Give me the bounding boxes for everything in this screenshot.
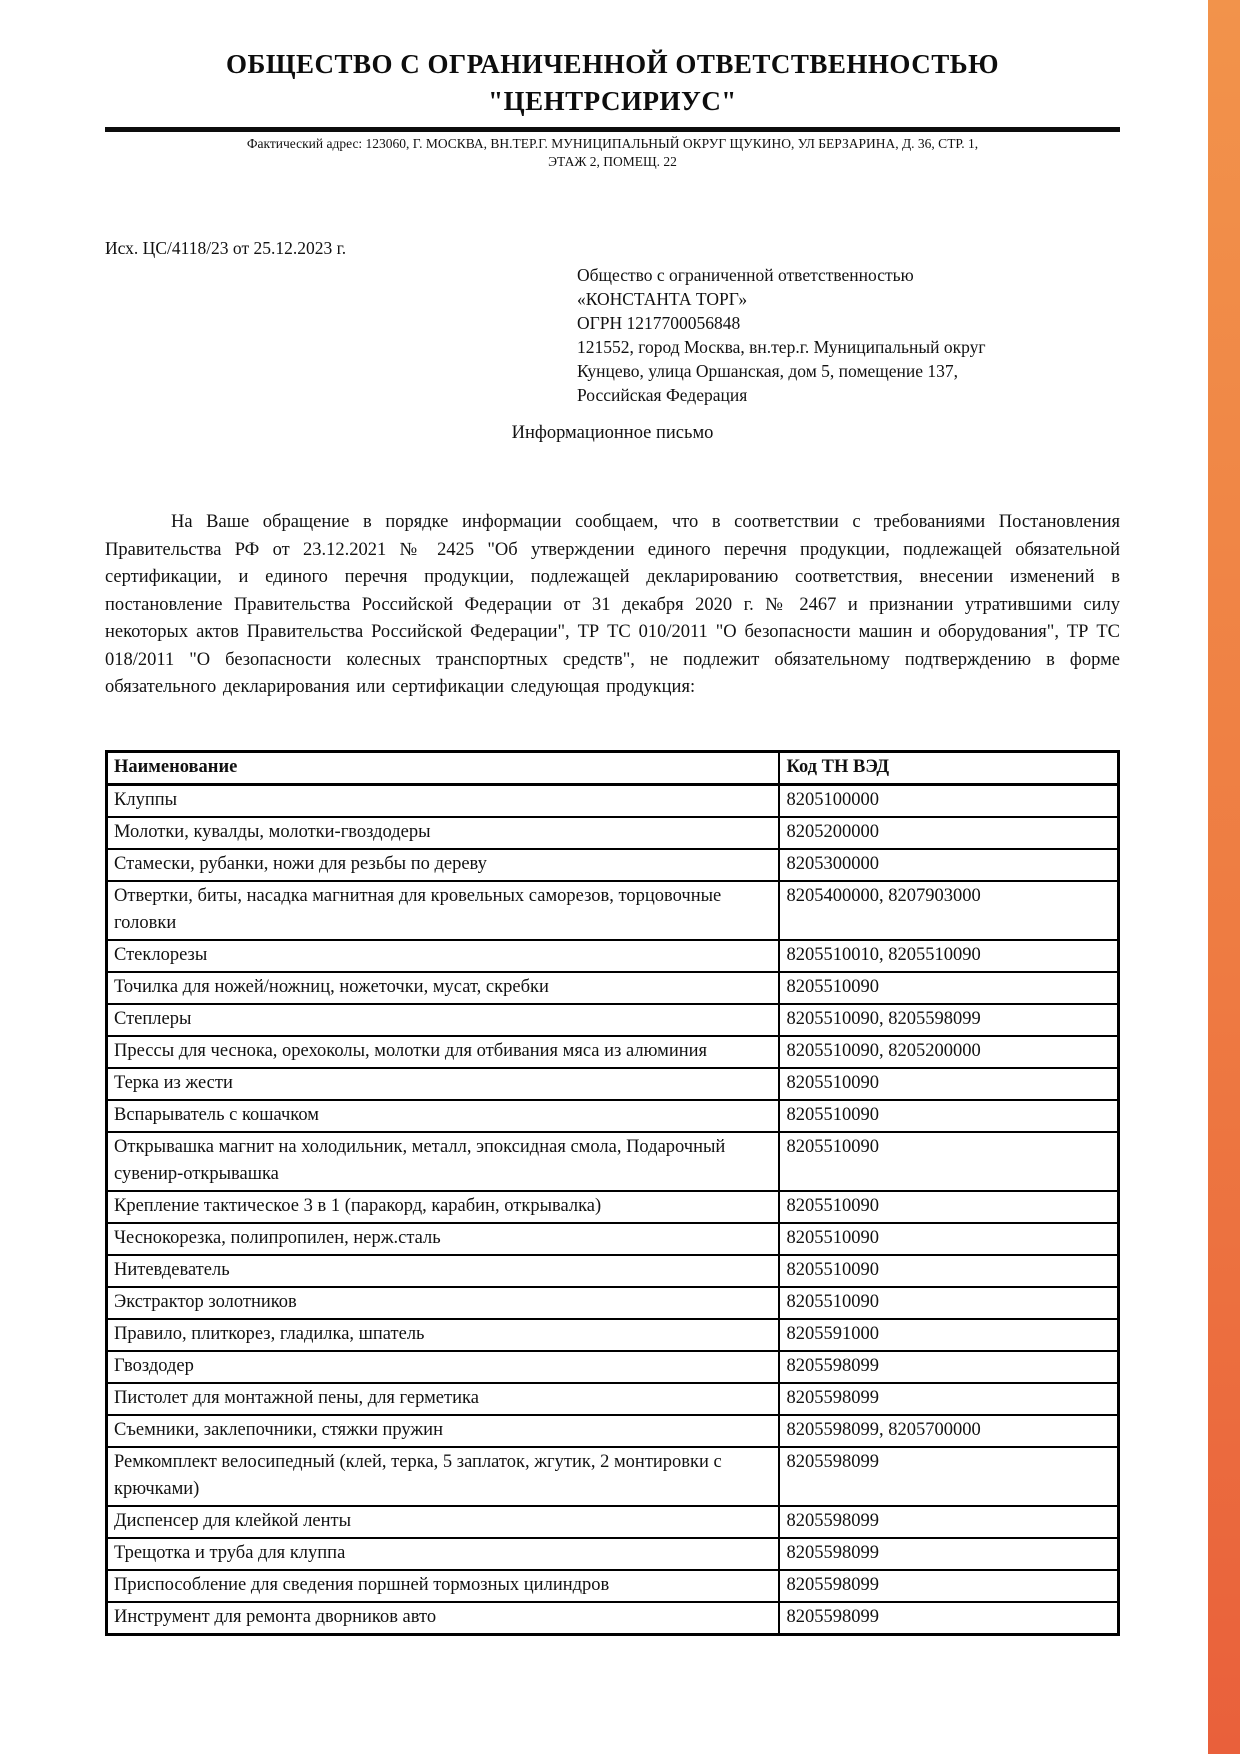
company-name xyxy=(105,46,1120,120)
product-name-cell: Диспенсер для клейкой ленты xyxy=(107,1506,780,1538)
product-code-cell: 8205598099 xyxy=(779,1351,1118,1383)
table-row xyxy=(107,972,1119,1004)
product-name-cell: Клуппы xyxy=(107,784,780,817)
product-name-cell: Трещотка и труба для клуппа xyxy=(107,1538,780,1570)
table-row xyxy=(107,1132,1119,1191)
company-address-line1: Фактический адрес: 123060, Г. МОСКВА, ВН.ТЕР.Г. МУНИЦИПАЛЬНЫЙ ОКРУГ ЩУКИНО, УЛ БЕРЗАРИНА, Д. 36, СТР. 1, xyxy=(246,136,979,151)
letter-title: Информационное письмо xyxy=(511,423,714,443)
table-row xyxy=(107,1100,1119,1132)
table-row xyxy=(107,1506,1119,1538)
table-header-name: Наименование xyxy=(107,751,780,784)
product-code-cell: 8205100000 xyxy=(779,784,1118,817)
table-row xyxy=(107,849,1119,881)
recipient-block xyxy=(105,263,1120,407)
table-row xyxy=(107,940,1119,972)
outgoing-ref: Исх. ЦС/4118/23 от 25.12.2023 г. xyxy=(105,238,347,258)
product-name-cell: Терка из жести xyxy=(107,1068,780,1100)
product-code-cell: 8205598099 xyxy=(779,1570,1118,1602)
product-name-cell: Пистолет для монтажной пены, для герметика xyxy=(107,1383,780,1415)
table-row xyxy=(107,1036,1119,1068)
product-code-cell: 8205300000 xyxy=(779,849,1118,881)
company-name-line2: "ЦЕНТРСИРИУС" xyxy=(488,86,737,116)
product-name-cell: Степлеры xyxy=(107,1004,780,1036)
table-row xyxy=(107,1538,1119,1570)
product-code-cell: 8205598099 xyxy=(779,1538,1118,1570)
table-row xyxy=(107,1570,1119,1602)
table-row xyxy=(107,1415,1119,1447)
product-name-cell: Стеклорезы xyxy=(107,940,780,972)
product-code-cell: 8205510090 xyxy=(779,1191,1118,1223)
company-address xyxy=(105,135,1120,171)
product-code-cell: 8205510090 xyxy=(779,1223,1118,1255)
product-name-cell: Крепление тактическое 3 в 1 (паракорд, карабин, открывалка) xyxy=(107,1191,780,1223)
product-name-cell: Вспарыватель с кошачком xyxy=(107,1100,780,1132)
letter-page xyxy=(105,0,1120,1636)
product-code-cell: 8205510090 xyxy=(779,1100,1118,1132)
product-code-cell: 8205200000 xyxy=(779,817,1118,849)
recipient-line: Российская Федерация xyxy=(577,385,748,405)
product-name-cell: Молотки, кувалды, молотки-гвоздодеры xyxy=(107,817,780,849)
recipient-line: Кунцево, улица Оршанская, дом 5, помещение 137, xyxy=(577,361,959,381)
product-code-cell: 8205598099 xyxy=(779,1506,1118,1538)
product-name-cell: Отвертки, биты, насадка магнитная для кровельных саморезов, торцовочные головки xyxy=(107,881,780,940)
product-name-cell: Чеснокорезка, полипропилен, нерж.сталь xyxy=(107,1223,780,1255)
product-code-cell: 8205510010, 8205510090 xyxy=(779,940,1118,972)
table-row xyxy=(107,1223,1119,1255)
table-row xyxy=(107,1004,1119,1036)
product-name-cell: Прессы для чеснока, орехоколы, молотки для отбивания мяса из алюминия xyxy=(107,1036,780,1068)
product-code-cell: 8205591000 xyxy=(779,1319,1118,1351)
table-row xyxy=(107,1602,1119,1635)
table-row xyxy=(107,1068,1119,1100)
table-row xyxy=(107,881,1119,940)
table-row xyxy=(107,1191,1119,1223)
product-name-cell: Правило, плиткорез, гладилка, шпатель xyxy=(107,1319,780,1351)
product-name-cell: Гвоздодер xyxy=(107,1351,780,1383)
product-name-cell: Экстрактор золотников xyxy=(107,1287,780,1319)
recipient-line: Общество с ограниченной ответственностью xyxy=(577,265,914,285)
product-code-cell: 8205598099 xyxy=(779,1447,1118,1506)
product-table xyxy=(105,750,1120,1636)
company-address-line2: ЭТАЖ 2, ПОМЕЩ. 22 xyxy=(548,154,677,169)
header-rule xyxy=(105,127,1120,132)
table-row xyxy=(107,1255,1119,1287)
product-code-cell: 8205598099 xyxy=(779,1602,1118,1635)
company-name-line1: ОБЩЕСТВО С ОГРАНИЧЕННОЙ ОТВЕТСТВЕННОСТЬЮ xyxy=(226,49,999,79)
product-name-cell: Съемники, заклепочники, стяжки пружин xyxy=(107,1415,780,1447)
table-header-row xyxy=(107,751,1119,784)
table-row xyxy=(107,1383,1119,1415)
table-row xyxy=(107,1351,1119,1383)
product-code-cell: 8205400000, 8207903000 xyxy=(779,881,1118,940)
product-name-cell: Стамески, рубанки, ножи для резьбы по дереву xyxy=(107,849,780,881)
table-row xyxy=(107,817,1119,849)
product-code-cell: 8205510090 xyxy=(779,1287,1118,1319)
recipient-line: 121552, город Москва, вн.тер.г. Муниципальный округ xyxy=(577,337,986,357)
product-code-cell: 8205510090 xyxy=(779,972,1118,1004)
product-name-cell: Инструмент для ремонта дворников авто xyxy=(107,1602,780,1635)
product-name-cell: Нитевдеватель xyxy=(107,1255,780,1287)
product-code-cell: 8205598099, 8205700000 xyxy=(779,1415,1118,1447)
accent-stripe xyxy=(1208,0,1240,1754)
table-row xyxy=(107,1319,1119,1351)
table-row xyxy=(107,1287,1119,1319)
product-code-cell: 8205510090 xyxy=(779,1068,1118,1100)
table-row xyxy=(107,784,1119,817)
product-table-body xyxy=(107,784,1119,1634)
product-code-cell: 8205510090, 8205598099 xyxy=(779,1004,1118,1036)
product-code-cell: 8205510090 xyxy=(779,1132,1118,1191)
recipient-line: ОГРН 1217700056848 xyxy=(577,313,741,333)
product-name-cell: Приспособление для сведения поршней тормозных цилиндров xyxy=(107,1570,780,1602)
product-name-cell: Ремкомплект велосипедный (клей, терка, 5 заплаток, жгутик, 2 монтировки с крючками) xyxy=(107,1447,780,1506)
recipient-line: «КОНСТАНТА ТОРГ» xyxy=(577,289,748,309)
table-header-code: Код ТН ВЭД xyxy=(779,751,1118,784)
table-row xyxy=(107,1447,1119,1506)
product-code-cell: 8205510090, 8205200000 xyxy=(779,1036,1118,1068)
letter-body: На Ваше обращение в порядке информации сообщаем, что в соответствии с требованиями Постановления Правительства РФ от 23.12.2021 № 2425 "Об утверждении единого перечня продукции, подлежащей обязательной сертификации, и единого перечня продукции, подлежащей декларированию соответствия, внесении изменений в постановление Правительства Российской Федерации от 31 декабря 2020 г. № 2467 и признании утратившими силу некоторых актов Правительства Российской Федерации", ТР ТС 010/2011 "О безопасности машин и оборудования", ТР ТС 018/2011 "О безопасности колесных транспортных средств", не подлежит обязательному подтверждению в форме обязательного декларирования или сертификации следующая продукция: xyxy=(105,512,1120,697)
product-code-cell: 8205510090 xyxy=(779,1255,1118,1287)
product-code-cell: 8205598099 xyxy=(779,1383,1118,1415)
product-name-cell: Точилка для ножей/ножниц, ножеточки, мусат, скребки xyxy=(107,972,780,1004)
product-name-cell: Открывашка магнит на холодильник, металл, эпоксидная смола, Подарочный сувенир-открывашка xyxy=(107,1132,780,1191)
